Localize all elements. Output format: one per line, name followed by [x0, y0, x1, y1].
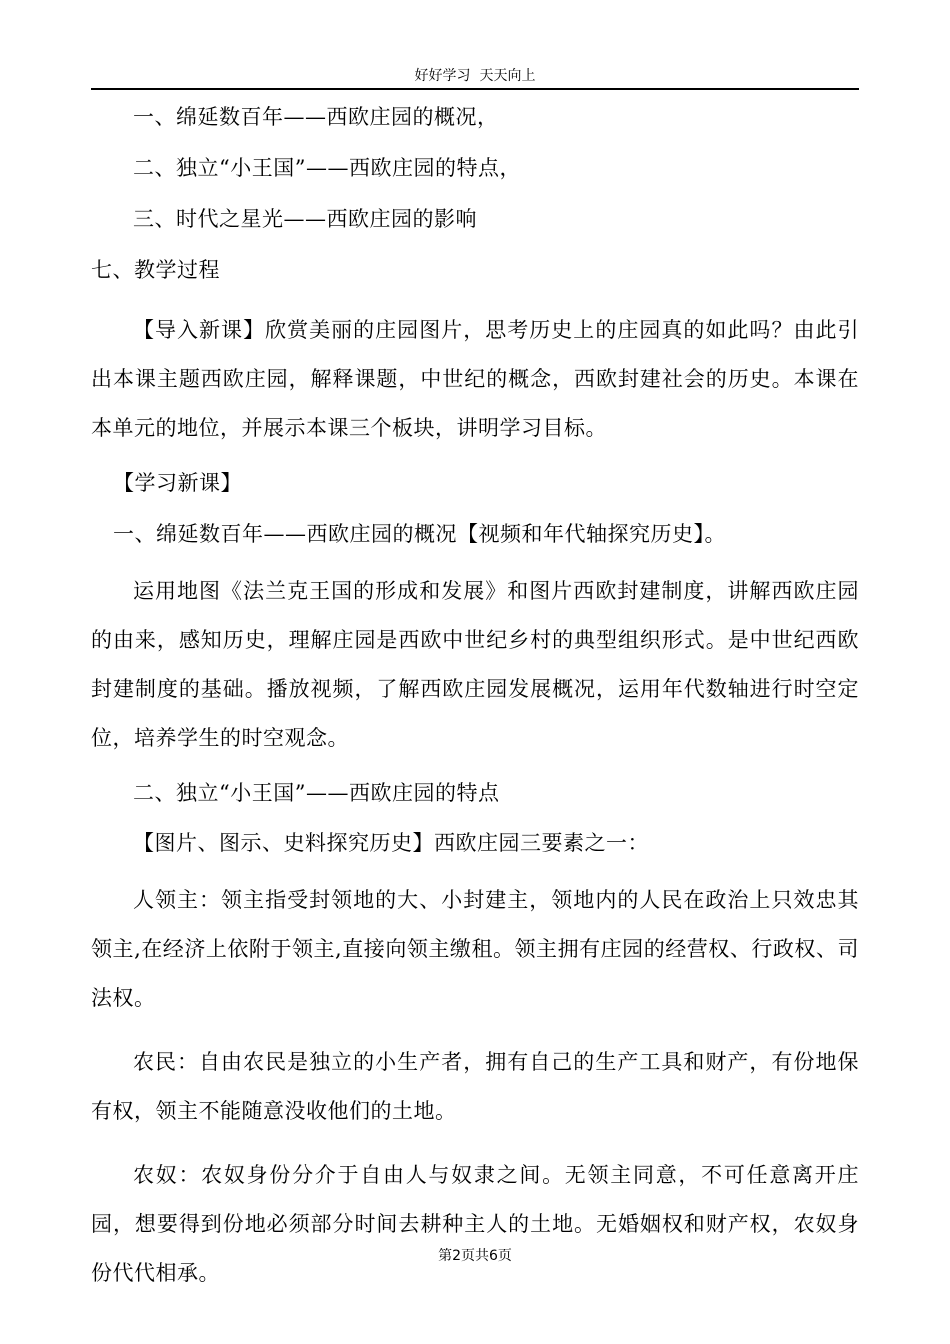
- outline-item-2: 二、独立“小王国”——西欧庄园的特点，: [133, 156, 521, 180]
- lord-paragraph: 人领主：领主指受封领地的大、小封建主，领地内的人民在政治上只效忠其领主,在经济上依附于领主,直接向领主缴租。领主拥有庄园的经营权、行政权、司法权。: [91, 888, 859, 1010]
- outline-item-3: 三、时代之星光——西欧庄园的影响: [133, 207, 477, 231]
- page-number: 第2页共6页: [438, 1248, 512, 1264]
- section-title: 七、教学过程: [91, 258, 220, 282]
- serf-paragraph: 农奴：农奴身份分介于自由人与奴隶之间。无领主同意，不可任意离开庄园，想要得到份地必须部分时间去耕种主人的土地。无婚姻权和财产权，农奴身份代代相承。: [91, 1163, 859, 1285]
- part1-body: 运用地图《法兰克王国的形成和发展》和图片西欧封建制度，讲解西欧庄园的由来，感知历史，理解庄园是西欧中世纪乡村的典型组织形式。是中世纪西欧封建制度的基础。播放视频，了解西欧庄园发展概况，运用年代数轴进行时空定位，培养学生的时空观念。: [91, 579, 859, 750]
- new-lesson-label: 【学习新课】: [113, 471, 242, 495]
- part1-title: 一、绵延数百年——西欧庄园的概况【视频和年代轴探究历史】。: [113, 522, 726, 546]
- page-footer: [0, 1246, 950, 1266]
- page-header: [91, 64, 859, 90]
- part2-subtitle: 【图片、图示、史料探究历史】西欧庄园三要素之一：: [133, 831, 649, 855]
- peasant-paragraph: 农民：自由农民是独立的小生产者，拥有自己的生产工具和财产，有份地保有权，领主不能随意没收他们的土地。: [91, 1050, 859, 1123]
- part2-title: 二、独立“小王国”——西欧庄园的特点: [133, 781, 500, 805]
- intro-paragraph: 【导入新课】欣赏美丽的庄园图片，思考历史上的庄园真的如此吗？由此引出本课主题西欧庄园，解释课题，中世纪的概念，西欧封建社会的历史。本课在本单元的地位，并展示本课三个板块，讲明学习目标。: [91, 318, 859, 440]
- outline-item-1: 一、绵延数百年——西欧庄园的概况，: [133, 105, 499, 129]
- header-text: 好好学习 天天向上: [414, 68, 536, 84]
- document-body: [91, 102, 859, 1298]
